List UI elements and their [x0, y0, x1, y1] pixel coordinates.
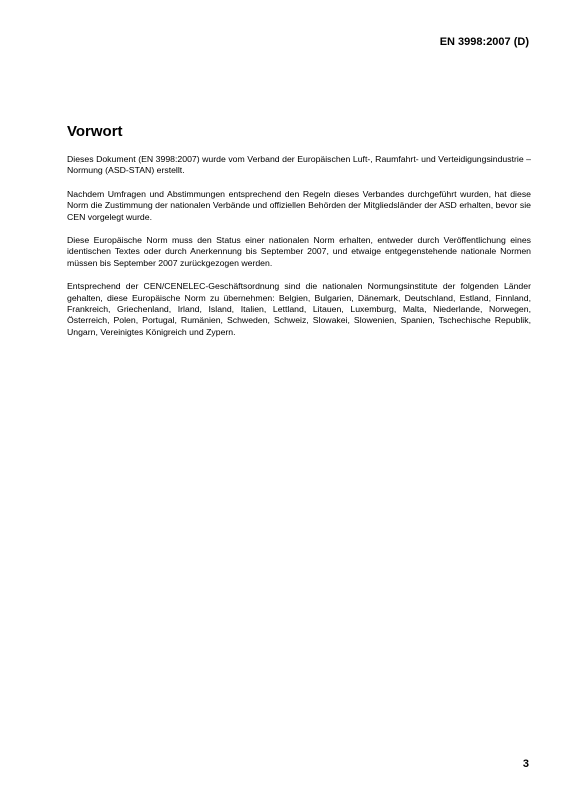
paragraph-approval: Nachdem Umfragen und Abstimmungen entsprechend den Regeln dieses Verbandes durchgeführt wurden, hat diese Norm die Zustimmung der nationalen Verbände und offiziellen Behörden der Mitgliedsländer der ASD erhalten, bevor sie CEN vorgelegt wurde.: [67, 188, 531, 222]
foreword-body: [67, 154, 531, 350]
section-title: Vorwort: [67, 123, 123, 140]
paragraph-member-countries: Entsprechend der CEN/CENELEC-Geschäftsordnung sind die nationalen Normungsinstitute der folgenden Länder gehalten, diese Europäische Norm zu übernehmen: Belgien, Bulgarien, Dänemark, Deutschland, Estland, Finnland, Frankreich, Griechenland, Irland, Island, Italien, Lettland, Litauen, Luxemburg, Malta, Niederlande, Norwegen, Österreich, Polen, Portugal, Rumänien, Schweden, Schweiz, Slowakei, Slowenien, Spanien, Tschechische Republik, Ungarn, Vereinigtes Königreich und Zypern.: [67, 281, 531, 337]
document-id-header: EN 3998:2007 (D): [439, 36, 529, 48]
paragraph-national-status: Diese Europäische Norm muss den Status einer nationalen Norm erhalten, entweder durch Veröffentlichung eines identischen Textes oder durch Anerkennung bis September 2007, und etwaige entgegenstehende nationale Normen müssen bis September 2007 zurückgezogen werden.: [67, 235, 531, 268]
page-number: 3: [522, 758, 529, 770]
paragraph-document-origin: Dieses Dokument (EN 3998:2007) wurde vom Verband der Europäischen Luft-, Raumfahrt- und Verteidigungsindustrie – Normung (ASD-STAN) erstellt.: [67, 154, 531, 176]
